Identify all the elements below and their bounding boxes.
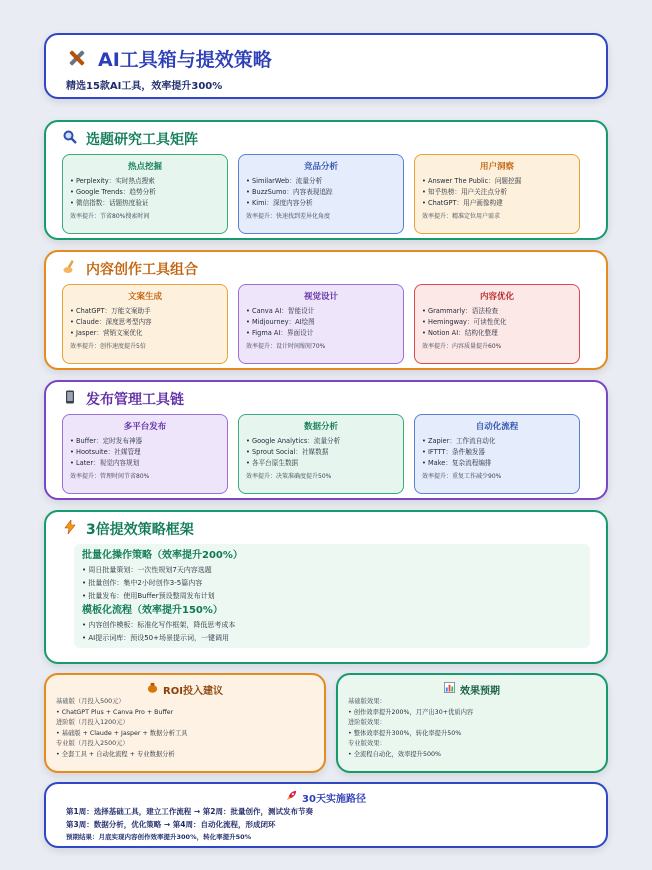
tool-effect: 效率提升：节省80%搜索时间	[70, 213, 150, 220]
tool-effect: 效率提升：快速找到差异化角度	[246, 213, 331, 220]
strategy-content	[74, 544, 590, 648]
money-bag-icon	[147, 682, 158, 696]
section-title-row	[62, 128, 590, 150]
tool-item: • 各平台原生数据	[246, 459, 299, 467]
tool-item: • Claude：深度思考型内容	[70, 318, 152, 326]
tool-item: • Later：视觉内容规划	[70, 459, 140, 467]
tool-item: • Answer The Public：问题挖掘	[422, 177, 522, 185]
tool-box-data-analysis	[238, 414, 404, 494]
tool-item: • Jasper：营销文案优化	[70, 329, 143, 337]
strategy-heading: 批量化操作策略（效率提升200%）	[82, 550, 243, 561]
strategy-item: • 周日批量策划：一次性规划7天内容选题	[82, 566, 212, 574]
roadmap-line: 第3周：数据分析，优化策略 → 第4周：自动化流程，形成闭环	[66, 820, 276, 829]
roi-tier-desc: • 全套工具 + 自动化流程 + 专业数据分析	[56, 750, 175, 758]
page-subtitle: 精选15款AI工具，效率提升300%	[66, 81, 223, 92]
effect-title: 效果预期	[460, 685, 500, 697]
tool-box-title: 自动化流程	[475, 422, 519, 432]
page-title: AI工具箱与提效策略	[98, 48, 272, 71]
tool-box-visual-design	[238, 284, 404, 364]
roi-tier: 进阶版（月投入1200元）	[56, 719, 129, 726]
bar-chart-icon	[444, 682, 455, 696]
tool-box-multi-platform	[62, 414, 228, 494]
header-card	[44, 33, 608, 99]
tool-item: • ChatGPT：用户画像构建	[422, 199, 503, 207]
tool-effect: 效率提升：重复工作减少90%	[422, 473, 502, 480]
tool-box-user-insight	[414, 154, 580, 234]
strategy-section	[44, 510, 608, 664]
tool-item: • Zapier：工作流自动化	[422, 437, 496, 445]
roi-tier: 基础版（月投入500元）	[56, 698, 125, 705]
tool-effect: 效率提升：精准定位用户需求	[422, 213, 501, 220]
section-title-row	[62, 388, 590, 410]
tool-effect: 效率提升：设计时间缩短70%	[246, 343, 326, 350]
tool-item: • 知乎热榜：用户关注点分析	[422, 188, 508, 196]
tool-effect: 效率提升：内容质量提升60%	[422, 343, 502, 350]
page-title-row	[66, 43, 586, 73]
rocket-icon	[286, 790, 297, 804]
tool-item: • IFTTT：条件触发器	[422, 448, 486, 456]
roadmap-title-row	[66, 789, 586, 805]
effect-tier: 进阶版效果：	[348, 719, 386, 726]
tool-effect: 效率提升：创作速度提升5倍	[70, 343, 146, 350]
tool-item: • Buffer：定时发布神器	[70, 437, 143, 445]
roi-tier-desc: • 基础版 + Claude + Jasper + 数据分析工具	[56, 729, 188, 737]
writing-hand-icon	[62, 260, 78, 278]
tool-box-title: 用户洞察	[479, 162, 514, 172]
tool-item: • Kimi：深度内容分析	[246, 199, 313, 207]
effect-tier-desc: • 全流程自动化，效率提升500%	[348, 750, 441, 758]
tool-item: • Hemingway：可读性优化	[422, 318, 507, 326]
strategy-item: • 批量创作：集中2小时创作3-5篇内容	[82, 579, 203, 587]
wrench-screwdriver-icon	[66, 47, 88, 69]
section-title: 3倍提效策略框架	[86, 522, 194, 538]
strategy-item: • AI提示词库：预设50+场景提示词，一键调用	[82, 634, 229, 642]
tool-box-title: 竞品分析	[303, 162, 338, 172]
tool-item: • Hootsuite：社媒管理	[70, 448, 141, 456]
publishing-tools-section	[44, 380, 608, 500]
roadmap-line: 第1周：选择基础工具，建立工作流程 → 第2周：批量创作，测试发布节奏	[66, 807, 313, 816]
roi-title-row	[56, 681, 314, 697]
effect-tier: 专业版效果：	[348, 740, 386, 747]
effect-card	[336, 673, 608, 773]
tool-item: • Grammarly：语法检查	[422, 307, 499, 315]
strategy-heading: 模板化流程（效率提升150%）	[82, 605, 223, 616]
section-title: 内容创作工具组合	[86, 262, 198, 278]
tool-box-title: 热点挖掘	[127, 162, 162, 172]
tool-item: • BuzzSumo：内容表现追踪	[246, 188, 333, 196]
tool-item: • SimilarWeb：流量分析	[246, 177, 323, 185]
roadmap-result: 预期结果：月底实现内容创作效率提升300%，转化率提升50%	[66, 833, 252, 841]
tool-item: • Figma AI：界面设计	[246, 329, 314, 337]
tool-box-automation	[414, 414, 580, 494]
tool-item: • 微信指数：话题热度验证	[70, 199, 149, 207]
tool-item: • Perplexity：实时热点搜索	[70, 177, 155, 185]
lightning-icon	[62, 520, 78, 538]
roadmap-card	[44, 782, 608, 848]
effect-tier: 基础版效果：	[348, 698, 386, 705]
roi-tier-desc: • ChatGPT Plus + Canva Pro + Buffer	[56, 708, 174, 716]
section-title: 发布管理工具链	[86, 392, 184, 408]
roi-title: ROI投入建议	[163, 685, 223, 697]
tool-effect: 效率提升：决策准确度提升50%	[246, 473, 332, 480]
strategy-item: • 批量发布：使用Buffer预设整周发布计划	[82, 592, 215, 600]
tool-box-hot-topics	[62, 154, 228, 234]
roadmap-title: 30天实施路径	[302, 793, 366, 805]
tool-box-content-optimization	[414, 284, 580, 364]
roi-tier: 专业版（月投入2500元）	[56, 740, 129, 747]
creation-tools-section	[44, 250, 608, 370]
tool-item: • Notion AI：结构化整理	[422, 329, 498, 337]
tool-box-title: 数据分析	[303, 422, 338, 432]
tool-box-copywriting	[62, 284, 228, 364]
mobile-phone-icon	[62, 390, 78, 408]
research-tools-section	[44, 120, 608, 240]
tool-item: • ChatGPT：万能文案助手	[70, 307, 151, 315]
effect-tier-desc: • 整体效率提升300%，转化率提升50%	[348, 729, 462, 737]
tool-box-title: 文案生成	[127, 292, 162, 302]
section-title: 选题研究工具矩阵	[86, 132, 198, 148]
tool-box-title: 多平台发布	[123, 422, 167, 432]
tool-box-title: 视觉设计	[303, 292, 338, 302]
effect-tier-desc: • 创作效率提升200%，月产出30+优质内容	[348, 708, 474, 716]
section-title-row	[62, 258, 590, 280]
tool-item: • Midjourney：AI绘图	[246, 318, 315, 326]
tool-item: • Google Analytics：流量分析	[246, 437, 341, 445]
tool-item: • Google Trends：趋势分析	[70, 188, 156, 196]
tool-box-title: 内容优化	[479, 292, 514, 302]
strategy-item: • 内容创作模板：标准化写作框架，降低思考成本	[82, 621, 236, 629]
section-title-row	[62, 518, 590, 540]
tool-item: • Make：复杂流程编排	[422, 459, 492, 467]
magnifier-icon	[62, 130, 78, 148]
tool-box-competitor	[238, 154, 404, 234]
effect-title-row	[348, 681, 596, 697]
tool-item: • Sprout Social：社媒数据	[246, 448, 329, 456]
roi-card	[44, 673, 326, 773]
tool-effect: 效率提升：管理时间节省80%	[70, 473, 150, 480]
tool-item: • Canva AI：智能设计	[246, 307, 315, 315]
